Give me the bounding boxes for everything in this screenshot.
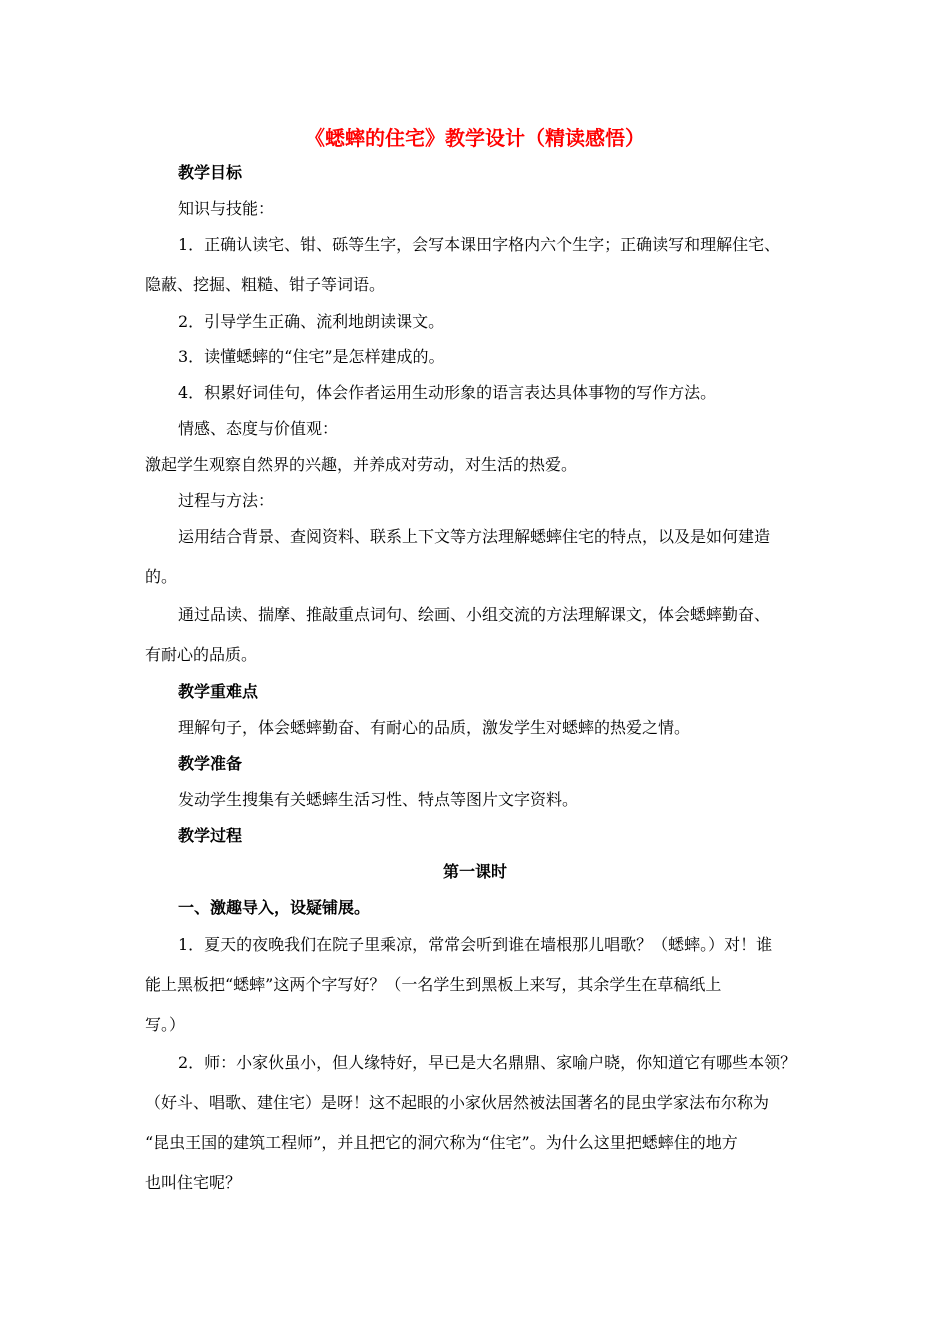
goal-item-2: 2．引导学生正确、流利地朗读课文。 — [178, 312, 445, 331]
preparation-text: 发动学生搜集有关蟋蟀生活习性、特点等图片文字资料。 — [178, 790, 579, 809]
paragraph-2d: 也叫住宅呢？ — [145, 1173, 242, 1192]
section-1-heading: 一、激趣导入，设疑铺展。 — [178, 898, 371, 917]
heading-goals: 教学目标 — [178, 163, 243, 182]
process-method-1a: 运用结合背景、查阅资料、联系上下文等方法理解蟋蟀住宅的特点，以及是如何建造 — [178, 527, 771, 546]
process-method-2a: 通过品读、揣摩、推敲重点词句、绘画、小组交流的方法理解课文，体会蟋蟀勤奋、 — [178, 605, 771, 624]
paragraph-2c: “昆虫王国的建筑工程师”，并且把它的洞穴称为“住宅”。为什么这里把蟋蟀住的地方 — [145, 1133, 738, 1152]
process-method-1b: 的。 — [145, 567, 178, 586]
heading-preparation: 教学准备 — [178, 754, 243, 773]
goal-item-1b: 隐蔽、挖掘、粗糙、钳子等词语。 — [145, 275, 386, 294]
paragraph-2b: （好斗、唱歌、建住宅）是呀！这不起眼的小家伙居然被法国著名的昆虫学家法布尔称为 — [145, 1093, 770, 1112]
difficulty-text: 理解句子，体会蟋蟀勤奋、有耐心的品质，激发学生对蟋蟀的热爱之情。 — [178, 718, 691, 737]
paragraph-1b: 能上黑板把“蟋蟀”这两个字写好？（一名学生到黑板上来写，其余学生在草稿纸上 — [145, 975, 722, 994]
document-title: 《蟋蟀的住宅》教学设计（精读感悟） — [305, 126, 645, 150]
process-method-2b: 有耐心的品质。 — [145, 645, 258, 664]
goal-item-4: 4．积累好词佳句，体会作者运用生动形象的语言表达具体事物的写作方法。 — [178, 383, 717, 402]
emotion-text: 激起学生观察自然界的兴趣，并养成对劳动，对生活的热爱。 — [145, 455, 578, 474]
goal-item-3: 3．读懂蟋蟀的“住宅”是怎样建成的。 — [178, 347, 445, 366]
paragraph-1a: 1．夏天的夜晚我们在院子里乘凉，常常会听到谁在墙根那儿唱歌？（蟋蟀。）对！谁 — [178, 935, 773, 954]
emotion-label: 情感、态度与价值观： — [178, 419, 339, 438]
knowledge-label: 知识与技能： — [178, 199, 275, 218]
lesson-heading: 第一课时 — [442, 862, 507, 881]
process-method-label: 过程与方法： — [178, 491, 275, 510]
heading-process: 教学过程 — [178, 826, 243, 845]
paragraph-1c: 写。） — [145, 1015, 186, 1034]
heading-difficulty: 教学重难点 — [178, 682, 259, 701]
goal-item-1a: 1．正确认读宅、钳、砾等生字，会写本课田字格内六个生字；正确读写和理解住宅、 — [178, 235, 781, 254]
paragraph-2a: 2．师：小家伙虽小，但人缘特好，早已是大名鼎鼎、家喻户晓，你知道它有哪些本领？ — [178, 1053, 797, 1072]
